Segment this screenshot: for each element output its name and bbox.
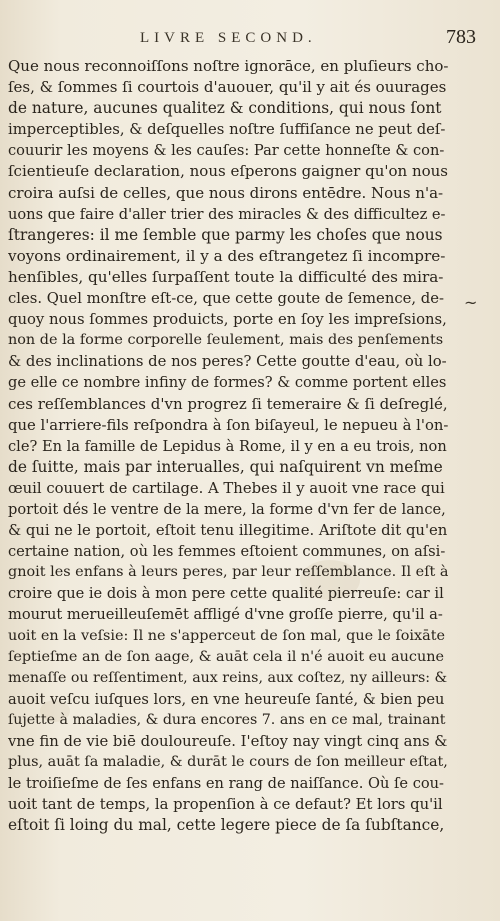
- text-line: henſibles, qu'elles ſurpaſſent toute la difficulté des mira-: [8, 267, 444, 286]
- text-line: ge elle ce nombre infiny de formes? & comme portent elles: [8, 374, 447, 392]
- text-line: Que nous reconnoiſſons noſtre ignorāce, en pluſieurs cho-: [8, 57, 448, 75]
- text-line: auoit veſcu iuſques lors, en vne heureuſe ſanté, & bien peu: [8, 690, 445, 708]
- text-line: & des inclinations de nos peres? Cette goutte d'eau, où lo-: [8, 353, 447, 371]
- text-line: uoit tant de temps, la propenſion à ce defaut? Et lors qu'il: [8, 796, 443, 814]
- text-line: non de la forme corporelle ſeulement, mais des penſements: [8, 332, 444, 349]
- text-line: voyons ordinairement, il y a des eſtrangetez ſi incompre-: [8, 246, 446, 265]
- text-line: uons que faire d'aller trier des miracles & des difficultez e-: [8, 205, 446, 223]
- text-line: de ſuitte, mais par interualles, qui naſquirent vn meſme: [8, 457, 443, 476]
- text-line: le troiſieſme de ſes enfans en rang de naiſſance. Où ſe cou-: [8, 775, 444, 793]
- text-line: cle? En la famille de Lepidus à Rome, il y en a eu trois, non: [8, 437, 447, 455]
- text-line: ſeptieſme an de ſon aage, & auāt cela il n'é auoit eu aucune: [8, 648, 444, 665]
- text-line: couurir les moyens & les cauſes: Par cette honneſte & con-: [8, 142, 445, 160]
- text-line: uoit en la veſsie: Il ne s'apperceut de ſon mal, que le ſoixāte: [8, 627, 446, 644]
- text-line: croira auſsi de celles, que nous dirons entēdre. Nous n'a-: [8, 183, 444, 202]
- text-line: ſcientieuſe declaration, nous eſperons gaigner qu'on nous: [8, 162, 448, 181]
- body-text: [8, 56, 448, 836]
- text-line: de nature, aucunes qualitez & conditions, qui nous ſont: [8, 99, 442, 118]
- text-line: plus, auāt ſa maladie, & durāt le cours de ſon meilleur eſtat,: [8, 754, 448, 771]
- text-line: portoit dés le ventre de la mere, la forme d'vn fer de lance,: [8, 500, 446, 518]
- text-line: cles. Quel monſtre eſt-ce, que cette goute de ſemence, de-: [8, 290, 445, 308]
- text-line: ſes, & ſommes ſi courtois d'auouer, qu'il y ait és ouurages: [8, 78, 447, 97]
- text-line: vne fin de vie biē douloureuſe. I'eſtoy nay vingt cinq ans &: [8, 733, 448, 750]
- page-header: [0, 26, 500, 56]
- text-line: menaſſe ou reſſentiment, aux reins, aux coſtez, ny ailleurs: &: [8, 669, 448, 686]
- text-line: & qui ne le portoit, eſtoit tenu illegitime. Ariſtote dit qu'en: [8, 522, 448, 540]
- text-line: que l'arriere-fils reſpondra à ſon biſayeul, le nepueu à l'on-: [8, 416, 448, 434]
- text-line: quoy nous ſommes produicts, porte en ſoy les impreſsions,: [8, 311, 447, 329]
- margin-mark: ~: [464, 293, 478, 312]
- text-line: eſtoit ſi loing du mal, cette legere piece de ſa ſubſtance,: [8, 816, 445, 835]
- text-line: ſujette à maladies, & dura encores 7. ans en ce mal, trainant: [8, 711, 446, 728]
- text-line: mourut merueilleuſemēt affligé d'vne groſſe pierre, qu'il a-: [8, 606, 443, 624]
- text-line: certaine nation, où les femmes eſtoient communes, on aſsi-: [8, 543, 446, 561]
- text-line: gnoit les enfans à leurs peres, par leur reſſemblance. Il eſt à: [8, 564, 448, 581]
- running-head: LIVRE SECOND.: [140, 30, 317, 46]
- text-line: imperceptibles, & deſquelles noſtre ſuffiſance ne peut deſ-: [8, 121, 446, 139]
- text-line: œuil couuert de cartilage. A Thebes il y auoit vne race qui: [8, 479, 445, 497]
- text-line: ces reſſemblances d'vn progrez ſi temeraire & ſi deſreglé,: [8, 394, 448, 413]
- text-line: ſtrangeres: il me ſemble que parmy les choſes que nous: [8, 225, 443, 244]
- page-number: 783: [446, 26, 476, 48]
- text-line: croire que ie dois à mon pere cette qualité pierreuſe: car il: [8, 585, 444, 603]
